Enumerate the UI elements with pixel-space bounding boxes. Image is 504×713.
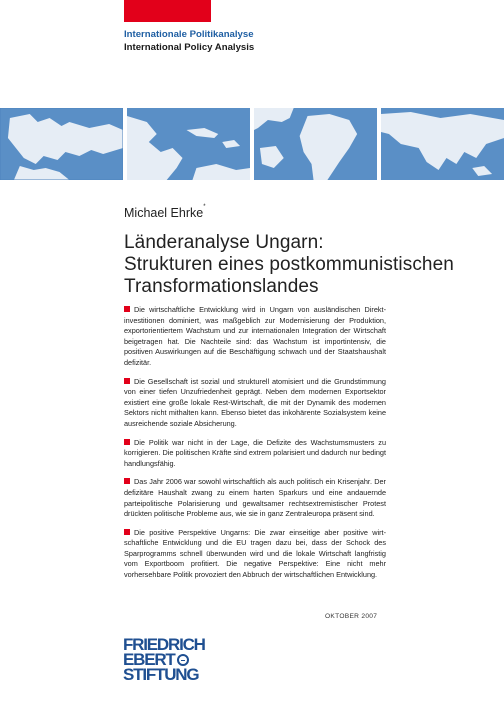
africa-map-icon xyxy=(254,108,377,180)
globe-icon xyxy=(177,654,189,666)
logo-line-1: FRIEDRICH xyxy=(123,635,205,654)
red-square-bullet-icon xyxy=(124,478,130,484)
author-footnote-mark: * xyxy=(203,204,206,210)
logo-line-2: EBERT xyxy=(123,652,205,667)
red-square-bullet-icon xyxy=(124,378,130,384)
red-square-bullet-icon xyxy=(124,306,130,312)
map-banner xyxy=(0,108,504,180)
publication-date: OKTOBER 2007 xyxy=(325,613,378,620)
title-line-1: Länderanalyse Ungarn: xyxy=(124,232,324,253)
abstract-paragraph: Die wirtschaftliche Entwicklung wird in Ungarn von ausländischen Direktinvestitionen dominiert, was maßgeblich zur Modernisierung der Produktion, exportorientiertem Wachstum und zur internationalen Integration der Wirtschaft beigetragen hat. Die Nachteile sind: das Wachstum ist importintensiv, die positiven Auswirkungen auf die Beschäftigung schwach und der Staatshaushalt defizitär. xyxy=(124,305,386,367)
abstract-paragraph: Das Jahr 2006 war sowohl wirtschaftlich als auch politisch ein Krisenjahr. Der defizitäre Haushalt zwang zu einem harten Sparkurs und eine andauernde parteipolitische Polarisierung und gewaltsamer rechtsextremistischer Protest drückten politische Probleme aus, wie sie in ganz Zentraleuropa präsent sind. xyxy=(124,477,386,519)
caribbean-map-icon xyxy=(127,108,250,180)
europe-map-icon xyxy=(0,108,123,180)
title-line-2: Strukturen eines postkommunistischen xyxy=(124,254,454,275)
series-title xyxy=(124,28,254,54)
series-title-en: International Policy Analysis xyxy=(124,42,255,53)
red-square-bullet-icon xyxy=(124,439,130,445)
abstract-paragraph: Die Politik war nicht in der Lage, die Defizite des Wachstumsmusters zu korrigieren. Die politischen Kräfte sind extrem polarisiert und dadurch nur bedingt handlungsfähig. xyxy=(124,437,387,468)
red-header-tab xyxy=(124,0,211,22)
author-name xyxy=(124,206,206,220)
abstract-paragraph: Die Gesellschaft ist sozial und strukturell atomisiert und die Grundstimmung von einer tiefen Unzufriedenheit geprägt. Neben dem modernen Exportsektor existiert eine große lokale Rest-Wirtschaft, die mit der Dynamik des modernen Sektors nicht mithalten kann. Ebenso bietet das inkohärente Sozialsystem keine ausreichende soziale Absicherung. xyxy=(124,376,386,428)
document-title xyxy=(124,232,484,298)
asia-map-icon xyxy=(381,108,504,180)
red-square-bullet-icon xyxy=(124,529,130,535)
abstract xyxy=(124,305,386,589)
fes-logo xyxy=(123,637,205,682)
author-name-text: Michael Ehrke xyxy=(124,206,204,220)
series-title-de: Internationale Politikanalyse xyxy=(124,29,254,40)
title-line-3: Transformationslandes xyxy=(124,276,319,297)
logo-line-3: STIFTUNG xyxy=(123,665,199,684)
abstract-paragraph: Die positive Perspektive Ungarns: Die zwar einseitige aber positive wirtschaftliche Entwicklung und die EU tragen dazu bei, dass der Schock des Sparprogramms schnell überwunden wird und die lokale Wirtschaft langfristig vom Exportboom profitiert. Die negative Perspektive: Eine nicht mehr vorhersehbare Politik provoziert den Abbruch der wirtschaftlichen Entwicklung. xyxy=(124,527,386,580)
